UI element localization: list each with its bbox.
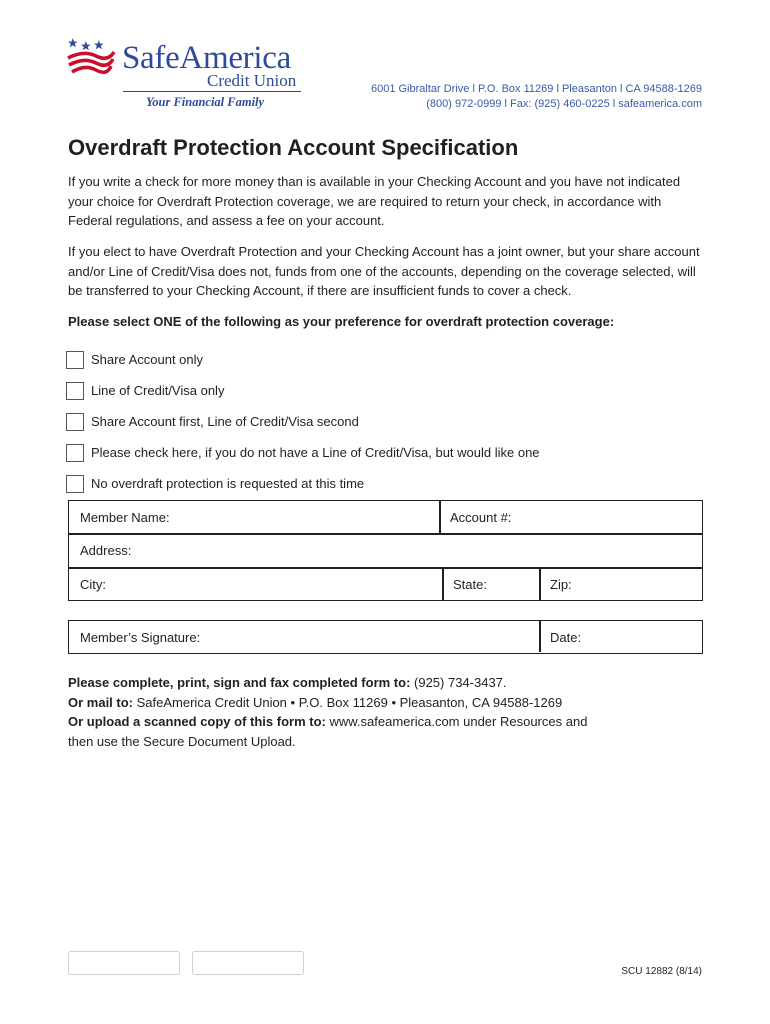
- zip-field[interactable]: Zip:: [550, 577, 572, 592]
- option-label: Line of Credit/Visa only: [91, 383, 225, 398]
- checkbox[interactable]: [66, 382, 84, 400]
- checkbox[interactable]: [66, 444, 84, 462]
- option-share-first-loc-second[interactable]: [66, 406, 706, 437]
- address-line: 6001 Gibraltar Drive l P.O. Box 11269 l Pleasanton l CA 94588-1269: [370, 83, 702, 95]
- form-number: SCU 12882 (8/14): [621, 966, 702, 977]
- joint-owner-paragraph: If you elect to have Overdraft Protection and your Checking Account has a joint owner, but your share account and/or Line of Credit/Visa does not, funds from one of the accounts, depending on the coverage selected, will be transferred to your Checking Account, if there are insufficient funds to cover a check.: [68, 244, 700, 299]
- member-info-form: [68, 500, 703, 601]
- logo-tagline: Your Financial Family: [146, 95, 265, 109]
- page-title: Overdraft Protection Account Specification: [68, 135, 519, 160]
- safeamerica-logo: [66, 36, 306, 116]
- account-number-field[interactable]: Account #:: [450, 510, 512, 525]
- intro-paragraph: If you write a check for more money than is available in your Checking Account and you have not indicated your choice for Overdraft Protection coverage, we are required to return your check, in accordance with Federal regulations, and assess a fee on your account.: [68, 174, 681, 229]
- checkbox[interactable]: [66, 351, 84, 369]
- fax-label: Please complete, print, sign and fax completed form to:: [68, 675, 411, 690]
- reset-button-stub[interactable]: [192, 951, 304, 975]
- contact-info: [371, 82, 702, 112]
- print-button-stub[interactable]: [68, 951, 180, 975]
- date-field[interactable]: Date:: [550, 630, 582, 645]
- option-label: Please check here, if you do not have a Line of Credit/Visa, but would like one: [91, 445, 540, 460]
- option-no-protection[interactable]: [66, 468, 706, 499]
- checkbox[interactable]: [66, 413, 84, 431]
- logo-name: SafeAmerica: [122, 40, 291, 76]
- option-label: Share Account first, Line of Credit/Visa second: [91, 414, 359, 429]
- state-field[interactable]: State:: [453, 577, 487, 592]
- option-share-account-only[interactable]: [66, 344, 706, 375]
- flag-stars-icon: [66, 36, 116, 80]
- row-divider: [69, 567, 702, 569]
- upload-label: Or upload a scanned copy of this form to:: [68, 714, 326, 730]
- selection-instruction: Please select ONE of the following as your preference for overdraft protection coverage:: [68, 314, 615, 329]
- row-divider: [69, 533, 702, 535]
- logo-divider: [123, 91, 301, 92]
- submission-instructions: [68, 673, 718, 751]
- member-name-field[interactable]: Member Name:: [80, 510, 170, 525]
- upload-continuation: then use the Secure Document Upload.: [68, 733, 296, 749]
- signature-form: [68, 620, 703, 654]
- city-field[interactable]: City:: [80, 577, 106, 592]
- option-request-line-of-credit[interactable]: [66, 437, 706, 468]
- signature-field[interactable]: Member’s Signature:: [80, 630, 201, 645]
- fax-number: (925) 734-3437.: [410, 675, 507, 690]
- option-line-of-credit-only[interactable]: [66, 375, 706, 406]
- option-label: Share Account only: [91, 352, 204, 367]
- logo-subtitle: Credit Union: [207, 71, 297, 90]
- coverage-options: [66, 344, 706, 499]
- upload-location: www.safeamerica.com under Resources and: [325, 714, 588, 730]
- phone-line: (800) 972-0999 l Fax: (925) 460-0225 l safeamerica.com: [426, 98, 702, 110]
- checkbox[interactable]: [66, 475, 84, 493]
- mail-label: Or mail to:: [68, 694, 134, 710]
- option-label: No overdraft protection is requested at this time: [91, 476, 365, 491]
- address-field[interactable]: Address:: [80, 543, 132, 558]
- mail-address: SafeAmerica Credit Union • P.O. Box 11269 • Pleasanton, CA 94588-1269: [133, 694, 563, 710]
